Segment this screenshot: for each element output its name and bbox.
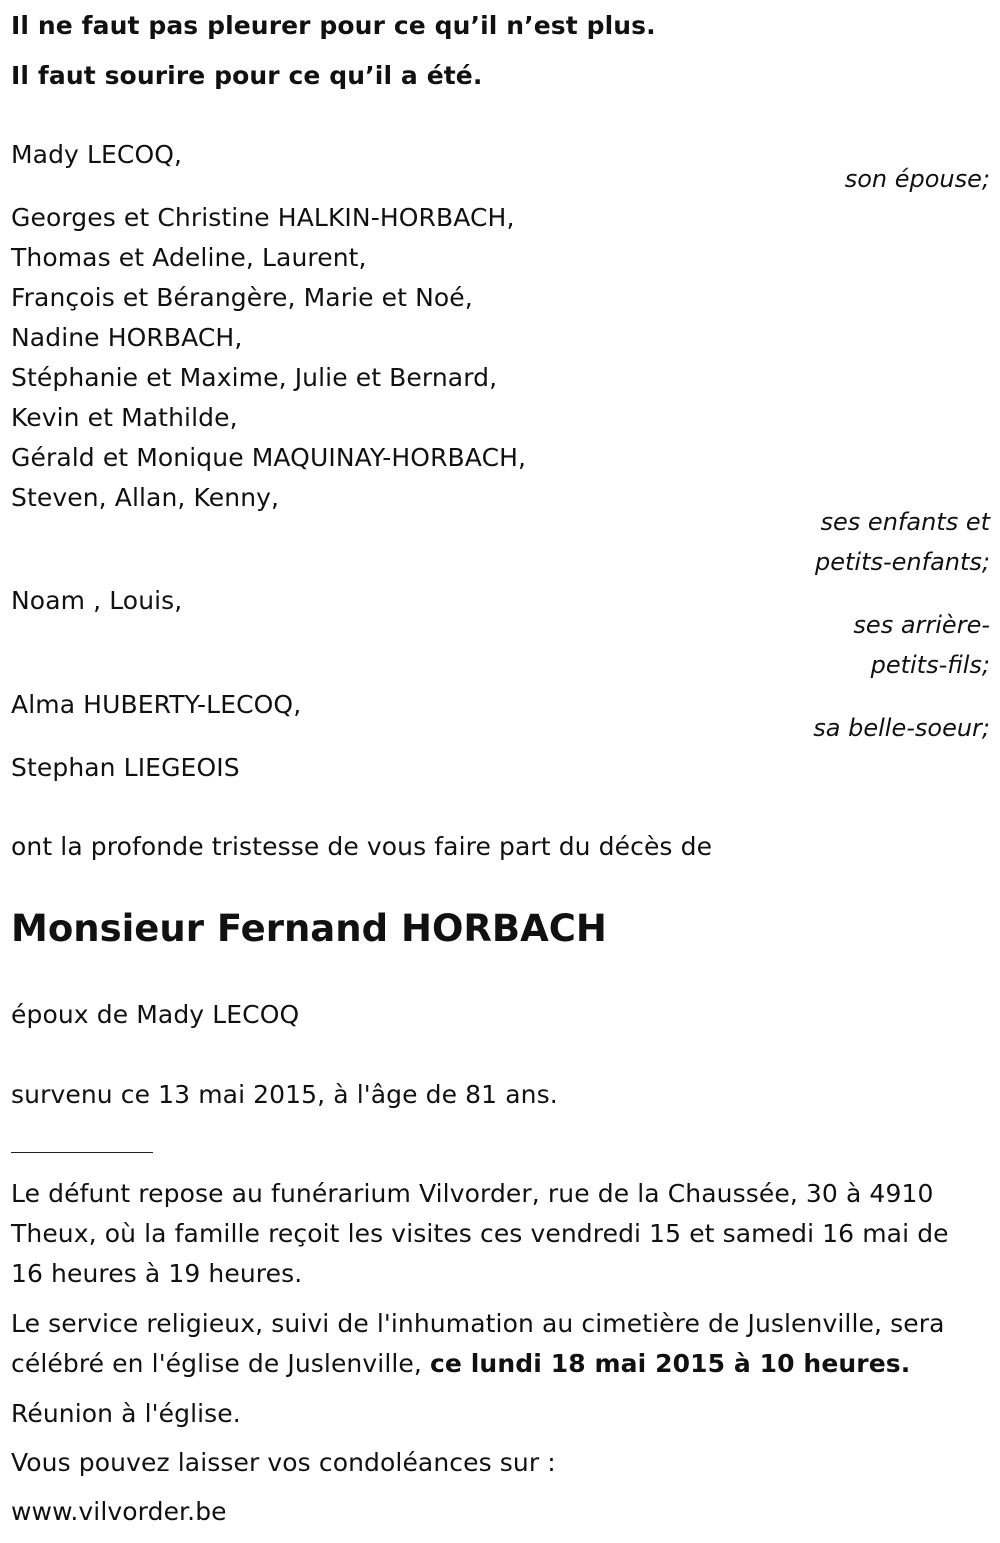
child-line: Thomas et Adeline, Laurent, [11,243,367,272]
great-role-line-2: petits-fils; [870,651,990,679]
spouse-role: son épouse; [844,165,990,193]
child-line: Kevin et Mathilde, [11,403,238,432]
reunion-line: Réunion à l'église. [11,1399,241,1428]
repose-line-3: 16 heures à 19 heures. [11,1259,303,1288]
child-line: Gérald et Monique MAQUINAY-HORBACH, [11,443,527,472]
child-line: Steven, Allan, Kenny, [11,483,280,512]
children-role-line-2: petits-enfants; [815,548,990,576]
children-role-line-1: ses enfants et [820,508,990,536]
repose-line-2: Theux, où la famille reçoit les visites ces vendredi 15 et samedi 16 mai de [11,1219,949,1248]
quote-line-1: Il ne faut pas pleurer pour ce qu’il n’est plus. [11,11,656,40]
child-line: François et Bérangère, Marie et Noé, [11,283,473,312]
other-relative: Stephan LIEGEOIS [11,753,240,782]
spouse-name: Mady LECOQ, [11,140,183,169]
death-date-line: survenu ce 13 mai 2015, à l'âge de 81 ans. [11,1080,558,1109]
separator-line [11,1152,153,1153]
service-line-2-prefix: célébré en l'église de Juslenville, [11,1349,430,1378]
service-line-2 [11,1344,910,1384]
announcement: ont la profonde tristesse de vous faire part du décès de [11,832,713,861]
deceased-name: Monsieur Fernand HORBACH [11,907,607,950]
child-line: Stéphanie et Maxime, Julie et Bernard, [11,363,498,392]
deceased-spouse-line: époux de Mady LECOQ [11,1000,300,1029]
condolences-line: Vous pouvez laisser vos condoléances sur : [11,1448,556,1477]
sister-in-law-role: sa belle-soeur; [813,714,990,742]
service-date-time: ce lundi 18 mai 2015 à 10 heures. [429,1349,911,1378]
website-link[interactable]: www.vilvorder.be [11,1497,227,1526]
sister-in-law: Alma HUBERTY-LECOQ, [11,690,302,719]
service-line-1: Le service religieux, suivi de l'inhumation au cimetière de Juslenville, sera [11,1309,945,1338]
child-line: Nadine HORBACH, [11,323,243,352]
quote-line-2: Il faut sourire pour ce qu’il a été. [11,61,483,90]
great-grandchildren: Noam , Louis, [11,586,183,615]
repose-line-1: Le défunt repose au funérarium Vilvorder, rue de la Chaussée, 30 à 4910 [11,1179,934,1208]
child-line: Georges et Christine HALKIN-HORBACH, [11,203,515,232]
great-role-line-1: ses arrière- [853,611,990,639]
